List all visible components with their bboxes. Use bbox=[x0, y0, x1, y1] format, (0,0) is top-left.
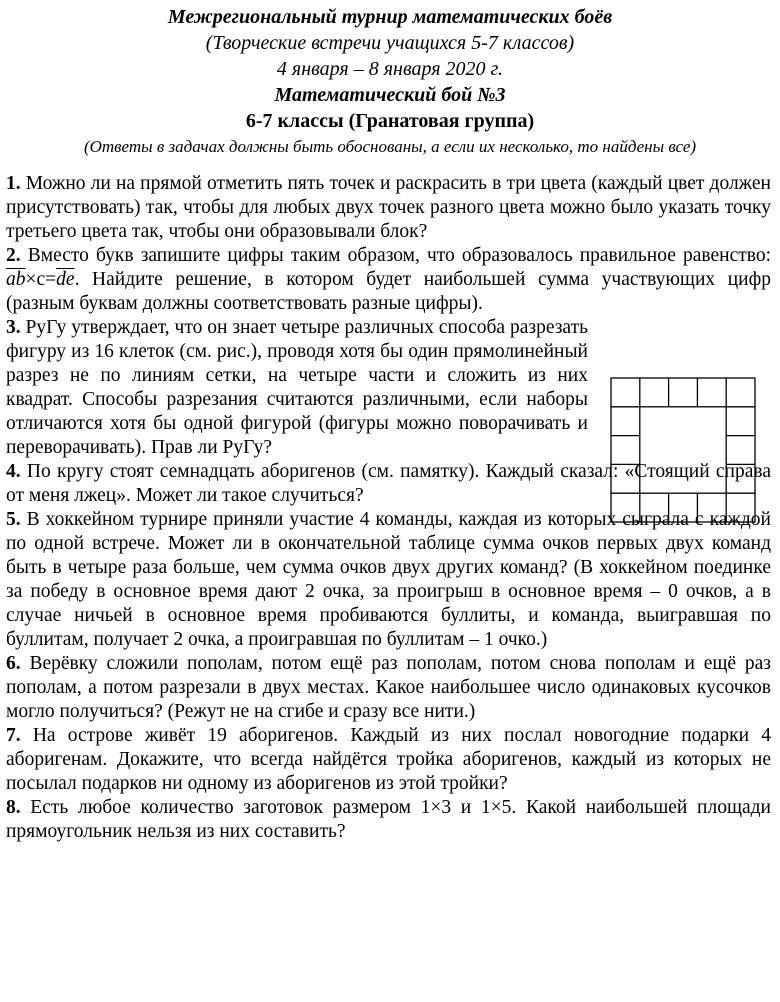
problem-1 bbox=[6, 172, 771, 244]
grid-ring-figure bbox=[610, 377, 756, 523]
problem-number: 7. bbox=[6, 725, 21, 746]
problem-5 bbox=[6, 508, 771, 652]
problem-text: Можно ли на прямой отметить пять точек и раскрасить в три цвета (каждый цвет должен присутствовать) так, чтобы для любых двух точек разного цвета можно было указать точку третьего цвета так, чтобы они образовывали блок? bbox=[6, 173, 771, 242]
tournament-title: Межрегиональный турнир математических боёв bbox=[167, 6, 613, 28]
battle-title: Математический бой №3 bbox=[274, 84, 506, 106]
problem-2 bbox=[6, 244, 771, 316]
problem-text: По кругу стоят семнадцать аборигенов (см. памятку). Каждый сказал: «Стоящий справа от меня лжец». Может ли такое случиться? bbox=[6, 461, 771, 506]
tournament-subtitle: (Творческие встречи учащихся 5-7 классов) bbox=[205, 32, 575, 54]
problem-7 bbox=[6, 724, 771, 796]
problem-number: 2. bbox=[6, 245, 21, 266]
problem-text: В хоккейном турнире приняли участие 4 команды, каждая из которых сыграла с каждой по одной встрече. Может ли в окончательной таблице сумма очков первых двух команд быть в четыре раза больше, чем сумма очков двух других команд? (В хоккейном поединке за победу в основное время дают 2 очка, за проигрыш в основное время – 0 очков, а в случае ничьей в основное время пробиваются буллиты, и команда, выигравшая по буллитам, получает 2 очка, а проигравшая по буллитам – 1 очко.) bbox=[6, 509, 771, 650]
problem-number: 6. bbox=[6, 653, 21, 674]
problem-text: . Найдите решение, в котором будет наибольшей сумма участвующих цифр (разным буквам должны соответствовать разные цифры). bbox=[6, 269, 771, 314]
overline-number-de: $\overline{de}$ bbox=[56, 269, 75, 290]
problem-text: Вместо букв запишите цифры таким образом, что образовалось правильное равенство: bbox=[20, 245, 771, 266]
equation-operator: ×c= bbox=[25, 269, 57, 290]
problem-6 bbox=[6, 652, 771, 724]
problem-number: 8. bbox=[6, 797, 21, 818]
problem-number: 4. bbox=[6, 461, 21, 482]
problem-text: Верёвку сложили пополам, потом ещё раз пополам, потом снова пополам и ещё раз пополам, а потом разрезали в двух местах. Какое наибольшее число одинаковых кусочков могло получиться? (Режут не на сгибе и сразу все нити.) bbox=[6, 653, 771, 722]
problem-number: 5. bbox=[6, 509, 21, 530]
overline-number-ab: $\overline{ab}$ bbox=[6, 269, 26, 290]
problem-text: РуГу утверждает, что он знает четыре различных способа разрезать фигуру из 16 клеток (см. рис.), проводя хотя бы один прямолинейный разрез не по линиям сетки, на четыре части и сложить из них квадрат. Способы разрезания считаются различными, если наборы отличаются хотя бы одной фигурой (фигуры можно поворачивать и переворачивать). Прав ли РуГу? bbox=[6, 317, 588, 458]
group-title: 6-7 классы (Гранатовая группа) bbox=[245, 110, 535, 132]
header bbox=[0, 0, 780, 159]
tournament-dates: 4 января – 8 января 2020 г. bbox=[276, 58, 504, 80]
problem-8 bbox=[6, 796, 771, 844]
instructions-note: (Ответы в задачах должны быть обоснованы, а если их несколько, то найдены все) bbox=[83, 137, 697, 156]
problem-text: Есть любое количество заготовок размером 1×3 и 1×5. Какой наибольшей площади прямоугольник нельзя из них составить? bbox=[6, 797, 771, 842]
problem-number: 3. bbox=[6, 317, 21, 338]
problem-number: 1. bbox=[6, 173, 21, 194]
problem-3-text bbox=[6, 316, 588, 460]
problem-text: На острове живёт 19 аборигенов. Каждый из них послал новогодние подарки 4 аборигенам. Докажите, что всегда найдётся тройка аборигенов, каждый из которых не посылал подарков ни одному из аборигенов из этой тройки? bbox=[6, 725, 771, 794]
